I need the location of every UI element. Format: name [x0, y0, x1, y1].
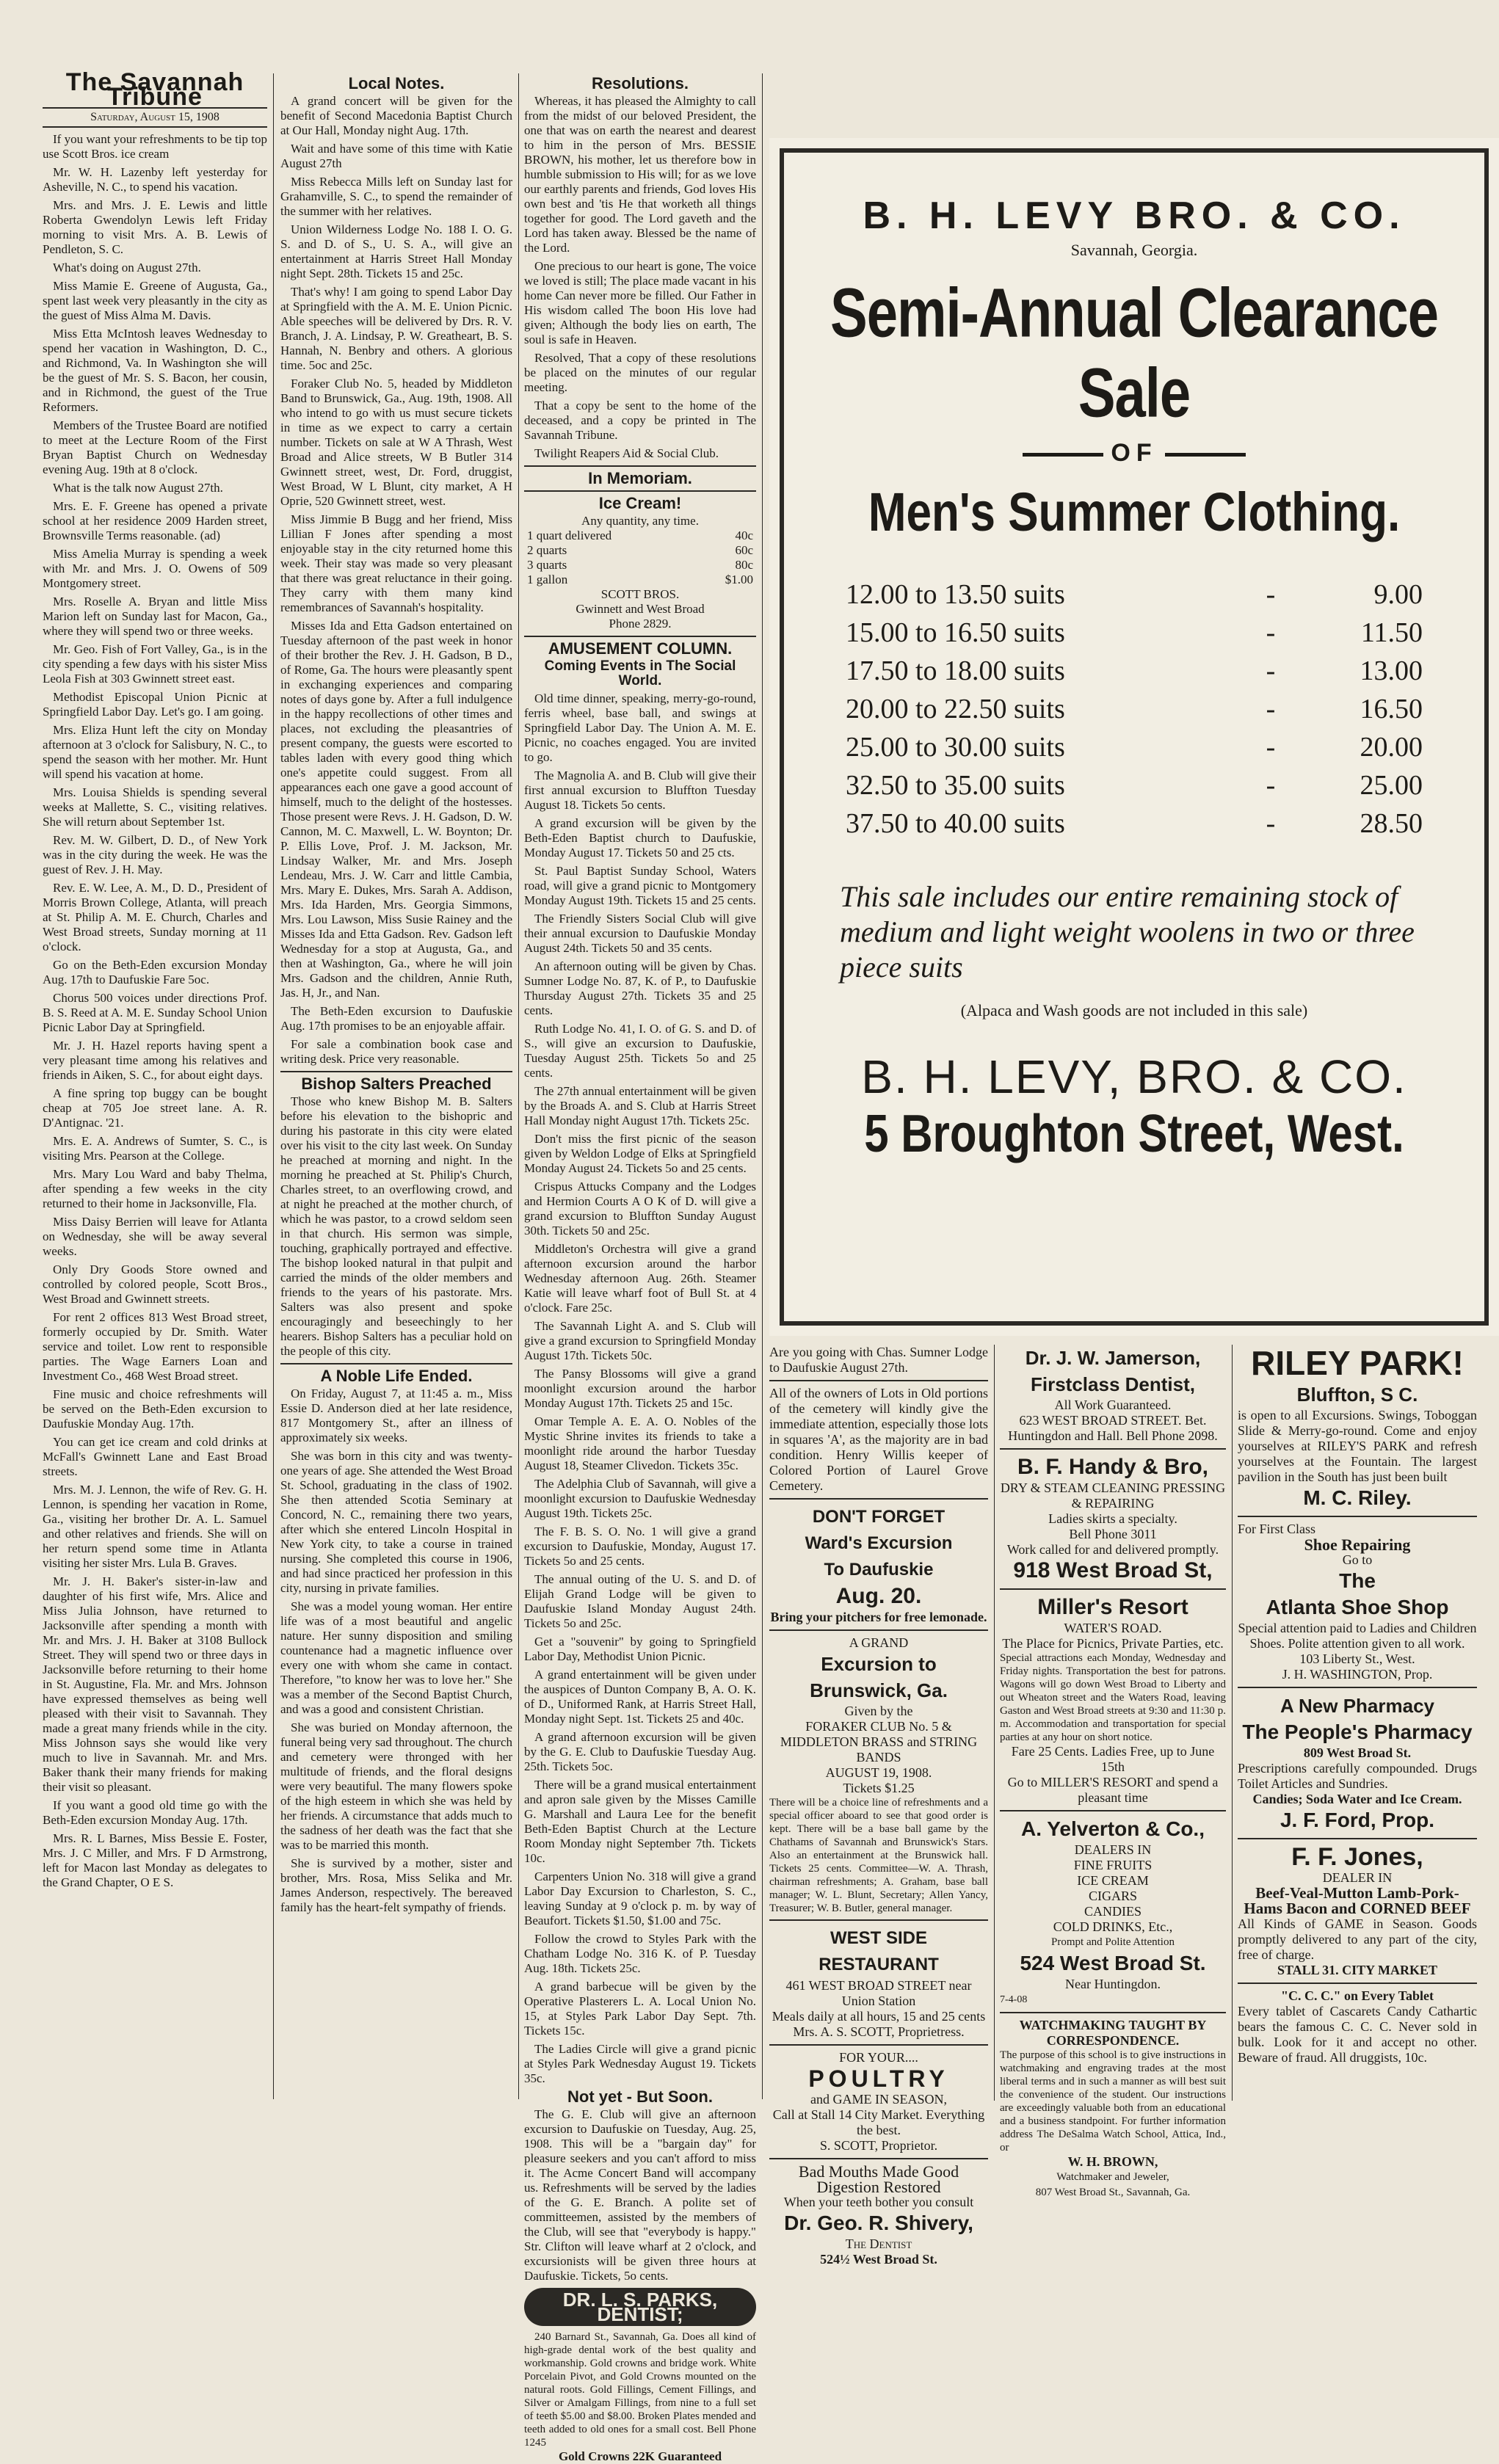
event-item: The F. B. S. O. No. 1 will give a grand excursion to Daufuskie, Monday, August 17. Tickets 5o and 25 cents.	[524, 1524, 756, 1568]
levy-old-price: 15.00 to 16.50 suits	[846, 617, 1065, 648]
levy-firm-name: B. H. LEVY BRO. & CO.	[863, 195, 1406, 237]
resolution-paragraph: That a copy be sent to the home of the deceased, and a copy be printed in The Savannah Tribune.	[524, 399, 756, 442]
ice-cream-ad	[524, 496, 756, 631]
millers-road: WATER'S ROAD.	[1064, 1621, 1162, 1635]
yelverton-near: Near Huntingdon.	[1065, 1977, 1161, 1991]
levy-price-table	[840, 575, 1429, 843]
news-item: Mr. J. H. Hazel reports having spent a very pleasant time among his relatives and friends in Aiken, S. C., for about eight days.	[43, 1039, 267, 1082]
news-item: Mr. W. H. Lazenby left yesterday for Asheville, N. C., to spend his vacation.	[43, 165, 267, 194]
a-grand: A GRAND	[849, 1635, 909, 1650]
local-note: Miss Jimmie B Bugg and her friend, Miss Lillian F Jones after spending a most enjoyable stay in the city returned home this week. Their stay was made so very pleasant that there was great reluctance in their going. They carry with them many kind remembrances of Savannah's hospitality.	[280, 512, 512, 614]
levy-city: Savannah, Georgia.	[1070, 241, 1198, 259]
levy-dash: -	[1266, 808, 1276, 839]
ice-price-row	[524, 543, 756, 558]
ice-price: 80c	[735, 558, 753, 572]
levy-dash: -	[1266, 770, 1276, 801]
levy-new-price: 28.50	[1360, 808, 1423, 839]
resolution-paragraph: Whereas, it has pleased the Almighty to call from the midst of our beloved President, the one that was on earth the nearest and dearest to him in the person of Mrs. BESSIE BROWN, his mother, let us therefore bow in humble submission to His will; for as we love our earthly parents and friends, God loves His own best and 'tis He that worketh all things together for good. The Lord gaveth and the Lord has taken away. Blessed be the name of the Lord.	[524, 94, 756, 255]
bishop-heading: Bishop Salters Preached	[301, 1075, 492, 1093]
news-item: Only Dry Goods Store owned and controlled by colored people, Scott Bros., West Broad and Gwinnett streets.	[43, 1262, 267, 1306]
brunswick-text: There will be a choice line of refreshments and a special officer aboard to see that good order is kept. There will be a base ball game by the Chathams of Savannah and Brunswick's Stars. Also an entertainment at the Brunswick hall. Tickets 25 cents. Committee—W. A. Thrash, chairman refreshments; A. Graham, base ball manager; W. L. Blunt, Secretary; Allen Yancy, Treasurer; W. B. Butler, general manager.	[769, 1797, 988, 1914]
yelverton-addr: 524 West Broad St.	[1020, 1952, 1206, 1974]
parks-dentist-banner: DR. L. S. PARKS, DENTIST;	[524, 2288, 756, 2326]
ice-cream-heading: Ice Cream!	[598, 494, 682, 512]
event-item: A grand barbecue will be given by the Operative Plasterers L. A. Local Union No. 15, at Styles Park Labor Day Sept. 7th. Tickets 15c.	[524, 1980, 756, 2038]
millers-place: The Place for Picnics, Private Parties, etc.	[1002, 1636, 1224, 1651]
levy-of: OF	[825, 439, 1443, 468]
candies: Candies; Soda Water and Ice Cream.	[1252, 1792, 1462, 1806]
ice-qty: 3 quarts	[527, 558, 567, 572]
news-item: You can get ice cream and cold drinks at McFall's Gwinnett Lane and East Broad streets.	[43, 1435, 267, 1478]
parks-dentist-foot: Gold Crowns 22K Guaranteed	[558, 2449, 722, 2463]
ice-price: $1.00	[725, 573, 753, 586]
column-rule	[1232, 1345, 1233, 2101]
excursion-tickets: Tickets $1.25	[843, 1781, 915, 1795]
news-item: If you want a good old time go with the Beth-Eden excursion Monday Aug. 17th.	[43, 1798, 267, 1827]
event-item: The Ladies Circle will give a grand picnic at Styles Park Wednesday August 19. Tickets 35c.	[524, 2042, 756, 2085]
local-notes-body	[280, 94, 512, 1066]
foraker: FORAKER CLUB No. 5 & MIDDLETON BRASS and STRING BANDS	[780, 1719, 978, 1765]
levy-new-price: 9.00	[1373, 579, 1423, 610]
levy-dash: -	[1266, 732, 1276, 763]
ice-cream-addr: Gwinnett and West Broad	[576, 602, 705, 616]
event-item: The Pansy Blossoms will give a grand moonlight excursion around the harbor Monday August 17th. Tickets 25 and 15c.	[524, 1367, 756, 1410]
event-item: A grand entertainment will be given under the auspices of Dunton Company B, A. O. K. of D., Uniformed Rank, at Harris Street Hall, Monday night Sept. 1st. Tickets 25 and 40c.	[524, 1668, 756, 1726]
divider	[1238, 1516, 1477, 1517]
levy-old-price: 17.50 to 18.00 suits	[846, 655, 1065, 686]
levy-price-row	[840, 690, 1429, 728]
news-item: Mrs. E. A. Andrews of Sumter, S. C., is visiting Mrs. Pearson at the College.	[43, 1134, 267, 1163]
jones-items: Beef-Veal-Mutton Lamb-Pork-Hams Bacon and CORNED BEEF	[1244, 1884, 1471, 1917]
levy-price-row	[840, 728, 1429, 766]
ad-column-6	[1238, 1345, 1477, 2108]
event-item: A grand afternoon excursion will be given by the G. E. Club to Daufuskie Tuesday Aug. 25th. Tickets 5oc.	[524, 1730, 756, 1773]
levy-price-row	[840, 614, 1429, 652]
wards-excursion: Ward's Excursion	[805, 1533, 953, 1553]
local-note: That's why! I am going to spend Labor Day at Springfield with the A. M. E. Union Picnic. Able speeches will be delivered by Drs. R. V. Branch, J. A. Lindsay, P. W. Greatheart, B. S. Hannah, N. Benbry and others. A glorious time. 5oc and 25c.	[280, 285, 512, 372]
shoe-repairing: Shoe Repairing	[1304, 1536, 1411, 1554]
levy-exclusion: (Alpaca and Wash goods are not included in this sale)	[960, 1001, 1308, 1020]
ice-price: 40c	[735, 528, 753, 542]
brunswick-excursion: Excursion to Brunswick, Ga.	[810, 1653, 948, 1701]
watch-sig: Watchmaker and Jeweler,	[1056, 2171, 1169, 2183]
divider	[769, 1498, 988, 1500]
news-item: A fine spring top buggy can be bought cheap at 705 Joe street lane. A. R. D'Antignac. '21.	[43, 1086, 267, 1130]
firstclass-dentist: Firstclass Dentist,	[1031, 1373, 1195, 1395]
ice-cream-sub: Any quantity, any time.	[581, 514, 699, 528]
levy-sale-title: Semi-Annual Clearance Sale	[830, 274, 1438, 432]
jamerson-name: Dr. J. W. Jamerson,	[1025, 1347, 1201, 1369]
local-note: Miss Rebecca Mills left on Sunday last for Grahamville, S. C., to spend the remainder of the summer with her relatives.	[280, 175, 512, 218]
ice-qty: 1 quart delivered	[527, 528, 612, 542]
poultry-3: and GAME IN SEASON,	[810, 2092, 947, 2107]
handy-phone: Bell Phone 3011	[1069, 1527, 1157, 1541]
local-note: The Beth-Eden excursion to Daufuskie Aug. 17th promises to be an enjoyable affair.	[280, 1004, 512, 1033]
event-item: An afternoon outing will be given by Chas. Sumner Lodge No. 87, K. of P., to Daufuskie Thursday August 27th. Tickets 35 and 25 cents.	[524, 959, 756, 1017]
yelverton-item: COLD DRINKS, Etc.,	[1053, 1919, 1173, 1934]
yelverton-name: A. Yelverton & Co.,	[1021, 1817, 1205, 1840]
shoe-addr: 103 Liberty St., West.	[1299, 1651, 1415, 1666]
jones-text: All Kinds of GAME in Season. Goods promptly delivered to any part of the city, free of charge.	[1238, 1916, 1477, 1962]
news-item: Mrs. Eliza Hunt left the city on Monday afternoon at 3 o'clock for Salisbury, N. C., to spend the season with her mother. Mr. Hunt will spend his vacation at home.	[43, 723, 267, 781]
event-item: Follow the crowd to Styles Park with the Chatham Lodge No. 316 K. of P. Tuesday Aug. 18th. Tickets 25c.	[524, 1932, 756, 1975]
ice-price-row	[524, 528, 756, 543]
teeth-bother: When your teeth bother you consult	[783, 2195, 974, 2209]
divider	[524, 465, 756, 467]
news-item: Miss Mamie E. Greene of Augusta, Ga., spent last week very pleasantly in the city as the guest of Miss Alma M. Davis.	[43, 279, 267, 322]
news-item: Mr. J. H. Baker's sister-in-law and daughter of his first wife, Mrs. Alice and Miss Julia Johnson, have returned to Jacksonville after spending a month with Mr. and Mrs. J. H. Baker at 3108 Bullock Street. They will spend two or three days in Jacksonville before returning to their home in St. Augustine, Fla. Mr. and Mrs. Johnson have expressed themselves as being well pleased with their visit to Savannah. They made a great many friends while in the city. Miss Johnson says she would like very much to live in Savannah. Mr. and Mrs. Baker thank their many friends for making their visit so pleasant.	[43, 1574, 267, 1794]
event-item: The annual outing of the U. S. and D. of Elijah Grand Lodge will be given to Daufuskie Island Monday August 24th. Tickets 5o and 25c.	[524, 1572, 756, 1630]
coming-events-body	[524, 691, 756, 2086]
yelverton-dealers: DEALERS IN	[1074, 1842, 1152, 1857]
ice-cream-prices	[524, 528, 756, 587]
levy-dash: -	[1266, 617, 1276, 648]
divider	[1000, 1810, 1226, 1811]
jones-stall: STALL 31. CITY MARKET	[1277, 1963, 1438, 1977]
news-item: Fine music and choice refreshments will be served on the Beth-Eden excursion to Daufuskie Monday Aug. 17th.	[43, 1387, 267, 1431]
levy-old-price: 12.00 to 13.50 suits	[846, 579, 1065, 610]
divider	[524, 636, 756, 637]
bluffton: Bluffton, S C.	[1296, 1384, 1418, 1406]
divider	[769, 1629, 988, 1631]
news-item: Mrs. R. L Barnes, Miss Bessie E. Foster, Mrs. J. C Miller, and Mrs. F D Armstrong, left for Macon last Monday as delegates to the Grand Chapter, O E S.	[43, 1831, 267, 1889]
obituary-paragraph: She was buried on Monday afternoon, the funeral being very sad throughout. The church and cemetery were thronged with her multitude of friends, and the floral designs were very beautiful. The many flowers spoke of the high esteem in which she was held by her friends. A circumstance that adds much to the sadness of her death was the fact that she was to be married this month.	[280, 1720, 512, 1852]
yelverton-item: FINE FRUITS	[1073, 1858, 1153, 1872]
column-rule	[994, 1345, 995, 2101]
ws-meals: Meals daily at all hours, 15 and 25 cents	[772, 2009, 986, 2024]
column-2	[280, 73, 512, 2099]
levy-new-price: 16.50	[1360, 694, 1423, 724]
event-item: The 27th annual entertainment will be given by the Broads A. and S. Club at Harris Street Hall Monday night August 17th. Tickets 25c.	[524, 1084, 756, 1127]
resolutions-body	[524, 94, 756, 461]
shoe-text: Special attention paid to Ladies and Children Shoes. Polite attention given to all work.	[1238, 1621, 1477, 1651]
event-item: The Savannah Light A. and S. Club will give a grand excursion to Springfield Monday August 17th. Tickets 50c.	[524, 1319, 756, 1362]
divider	[280, 1363, 512, 1364]
poultry-2: POULTRY	[808, 2065, 949, 2092]
resolution-paragraph: Twilight Reapers Aid & Social Club.	[534, 446, 719, 460]
divider	[1238, 1983, 1477, 1984]
news-item: Mrs. and Mrs. J. E. Lewis and little Roberta Gwendolyn Lewis left Friday morning to visit Mrs. A. B. Lewis of Pendleton, S. C.	[43, 198, 267, 256]
levy-old-price: 25.00 to 30.00 suits	[846, 732, 1065, 763]
yelverton-item: CANDIES	[1084, 1904, 1142, 1919]
ws-prop: Mrs. A. S. SCOTT, Proprietress.	[793, 2024, 965, 2039]
dateline: Saturday, August 15, 1908	[43, 107, 267, 128]
column-1	[43, 68, 267, 2101]
levy-signature: B. H. LEVY, BRO. & CO.	[861, 1050, 1407, 1103]
millers-resort: Miller's Resort	[1037, 1595, 1188, 1619]
yelverton-code: 7-4-08	[1000, 1994, 1028, 2005]
event-item: A grand excursion will be given by the Beth-Eden Baptist church to Daufuskie, Monday August 17. Tickets 50 and 25 cts.	[524, 816, 756, 860]
divider	[769, 1919, 988, 1921]
noble-life-heading: A Noble Life Ended.	[320, 1367, 473, 1385]
event-item: Crispus Attucks Company and the Lodges and Hermion Courts A O K of D. will give a grand excursion to Bluffton Sunday August 30th. Tickets 50 and 25c.	[524, 1180, 756, 1238]
handy-text: DRY & STEAM CLEANING PRESSING & REPAIRING	[1000, 1480, 1226, 1511]
local-note: Wait and have some of this time with Katie August 27th	[280, 142, 512, 170]
column-rule	[273, 73, 274, 2099]
ws-addr: 461 WEST BROAD STREET near Union Station	[785, 1978, 972, 2008]
local-notes-heading: Local Notes.	[348, 74, 445, 92]
not-yet-paragraph: The G. E. Club will give an afternoon excursion to Daufuskie on Tuesday, Aug. 25, 1908. This will be a "bargain day" for pleasure seekers and you can't afford to miss it. The Acme Concert Band will accompany us. Refreshments will be served by the ladies of the G. E. Branch. A polite set of committeemen, assisted by the members of the Club, will see that "everybody is happy." Str. Clifton will leave wharf at 2 o'clock, and excursionists will be given three hours at Daufuskie. Tickets, 5o cents.	[524, 2107, 756, 2283]
obituary-paragraph: She is survived by a mother, sister and brother, Mrs. Rosa, Miss Selika and Mr. James Anderson, respectively. The bereaved family has the heart-felt sympathy of friends.	[280, 1856, 512, 1914]
handy-work: Work called for and delivered promptly.	[1006, 1542, 1219, 1557]
watch-text: The purpose of this school is to give instructions in watchmaking and engraving trades at the most liberal terms and in such a manner as will best suit the convenience of the student. Our instructions are exceedingly valuable both from an educational and a business standpoint. For further information address The DeSalma Watch School, Attica, Ind., or	[1000, 2049, 1226, 2154]
lemonade: Bring your pitchers for free lemonade.	[770, 1610, 987, 1624]
pharmacy-text: Prescriptions carefully compounded. Drugs Toilet Articles and Sundries.	[1238, 1761, 1477, 1791]
levy-address: 5 Broughton Street, West.	[864, 1104, 1404, 1163]
divider	[1000, 2012, 1226, 2013]
jamerson-addr: 623 WEST BROAD STREET. Bet. Huntingdon and Hall. Bell Phone 2098.	[1008, 1413, 1218, 1443]
pharmacy-addr: 809 West Broad St.	[1303, 1745, 1412, 1760]
shivery-name: Dr. Geo. R. Shivery,	[784, 2212, 973, 2234]
levy-old-price: 32.50 to 35.00 suits	[846, 770, 1065, 801]
resolution-paragraph: Resolved, That a copy of these resolutions be placed on the minutes of our regular meeting.	[524, 351, 756, 394]
cemetery-notice: All of the owners of Lots in Old portions of the cemetery will kindly give the immediate attention, especially those lots in squares 'A', as the majority are in bad condition. Henry Willis keeper of Colored Portion of Laurel Grove Cemetery.	[769, 1386, 988, 1493]
news-item: Chorus 500 voices under directions Prof. B. S. Reed at A. M. E. Sunday School Union Picnic Labor Day at Springfield.	[43, 991, 267, 1034]
event-item: Old time dinner, speaking, merry-go-round, ferris wheel, base ball, and swings at Springfield Labor Day. The Union A. M. E. Picnic, no coaches engaged. You are invited to go.	[524, 691, 756, 764]
amusement-heading: AMUSEMENT COLUMN.	[548, 639, 733, 658]
watch-name: W. H. BROWN,	[1067, 2154, 1158, 2169]
divider	[1000, 1588, 1226, 1590]
event-item: Ruth Lodge No. 41, I. O. of G. S. and D. of S., will give an excursion to Daufuskie, Tuesday August 25th. Tickets 5o and 25 cents.	[524, 1022, 756, 1080]
digestion: Digestion Restored	[816, 2178, 941, 2196]
local-note: A grand concert will be given for the benefit of Second Macedonia Baptist Church at Our Hall, Monday night Aug. 17th.	[280, 94, 512, 137]
excursion-date: AUGUST 19, 1908.	[825, 1765, 932, 1780]
event-item: Middleton's Orchestra will give a grand afternoon excursion around the harbor Wednesday afternoon Aug. 26th. Steamer Katie will leave wharf foot of Bull St. at 4 o'clock. Fare 25c.	[524, 1242, 756, 1315]
ice-qty: 2 quarts	[527, 543, 567, 557]
ice-qty: 1 gallon	[527, 573, 568, 586]
obituary-paragraph: She was a model young woman. Her entire life was of a most beautiful and angelic nature. Her sunny disposition and smiling countenance had a magnetic influence over every one with whom she came in contact. Therefore, "to know her was to love her." She was a member of the Second Baptist Church, and was a good and consistent Christian.	[280, 1599, 512, 1716]
local-note: For sale a combination book case and writing desk. Price very reasonable.	[280, 1037, 512, 1066]
shoe-prop: J. H. WASHINGTON, Prop.	[1282, 1667, 1433, 1682]
divider	[280, 1071, 512, 1072]
riley-sig: M. C. Riley.	[1303, 1486, 1412, 1509]
divider	[1000, 1448, 1226, 1450]
dont-forget: DON'T FORGET	[812, 1507, 946, 1527]
levy-new-price: 13.00	[1360, 655, 1423, 686]
column-rule	[518, 73, 519, 2099]
event-item: Carpenters Union No. 318 will give a grand Labor Day Excursion to Charleston, S. C., leaving Sunday at 9 o'clock p. m. by way of Beaufort. Tickets $1.50, $1.00 and 75c.	[524, 1869, 756, 1927]
poultry-4: Call at Stall 14 City Market. Everything the best.	[772, 2107, 985, 2137]
jamerson-guaranteed: All Work Guaranteed.	[1054, 1398, 1172, 1412]
noble-life-body	[280, 1387, 512, 1915]
event-item: Don't miss the first picnic of the season given by Weldon Lodge of Elks at Springfield Monday August 24. Tickets 5o and 25 cents.	[524, 1132, 756, 1175]
shoe-the: The	[1339, 1569, 1376, 1592]
news-item: Mrs. M. J. Lennon, the wife of Rev. G. H. Lennon, is spending her vacation in Rome, Ga., visiting her brother Dr. A. L. Samuel and other relatives and friends. She will on her return spend some time in Atlanta visiting her sister Mrs. Lula B. Graves.	[43, 1483, 267, 1570]
poultry-5: S. SCOTT, Proprietor.	[819, 2138, 938, 2153]
news-item: Rev. E. W. Lee, A. M., D. D., President of Morris Brown College, Atlanta, will preach at St. Philip A. M. E. Church, Charles and West Broad streets, Sunday morning at 11 o'clock.	[43, 881, 267, 953]
ice-price-row	[524, 573, 756, 587]
jones-name: F. F. Jones,	[1291, 1843, 1423, 1871]
news-item: What is the talk now August 27th.	[53, 481, 223, 495]
coming-events-heading: Coming Events in The Social World.	[544, 658, 736, 688]
levy-sale-ad	[769, 138, 1499, 1336]
news-item: For rent 2 offices 813 West Broad street, formerly occupied by Dr. Smith. Water service and toilet. Low rent to responsible parties. The Wage Earners Loan and Investment Co., 468 West Broad street.	[43, 1310, 267, 1383]
bishop-paragraph: Those who knew Bishop M. B. Salters before his elevation to the bishopric and during his pastorate in this city were elated over his visit to the city last week. On Sunday he preached at morning and night. In the morning he preached at St. Philip's Church, Charles street, to an overflowing crowd, and at night he preached at the mother church, of which he was pastor, to a crowd seldom seen in that church. His sermon was simple, touching, graphically portrayed and effective. The bishop looked natural in that pulpit and carried the minds of the older members and friends to the years of his pastorate. Mrs. Salters was also present and spoke encouragingly and beseechingly to her hearers. Bishop Salters has a peculiar hold on the people of this city.	[280, 1094, 512, 1358]
ice-price: 60c	[735, 543, 753, 557]
watch-addr: 807 West Broad St., Savannah, Ga.	[1035, 2187, 1191, 2198]
millers-go: Go to MILLER'S RESORT and spend a pleasant time	[1007, 1775, 1219, 1805]
watch-title: WATCHMAKING TAUGHT BY CORRESPONDENCE.	[1019, 2018, 1207, 2048]
levy-old-price: 37.50 to 40.00 suits	[846, 808, 1065, 839]
local-note: Foraker Club No. 5, headed by Middleton Band to Brunswick, Ga., Aug. 19th, 1908. All who intend to go with us must secure tickets in time as we expect to carry a certain number. Tickets on sale at W A Thrash, West Broad and Alice streets, W B Butler 314 Gwinnett street, west, Dr. Ford, druggist, West Broad, W L Blunt, city market, A H Oprie, 520 Gwinnett street, west.	[280, 377, 512, 508]
levy-dash: -	[1266, 579, 1276, 610]
given-by: Given by the	[844, 1704, 913, 1718]
levy-new-price: 20.00	[1360, 732, 1423, 763]
parks-dentist-text: 240 Barnard St., Savannah, Ga. Does all kind of high-grade dental work of the best quality and workmanship. Gold crowns and bridge work. White Porcelain Pivot, and Gold Crowns mounted on the natural roots. Gold Fillings, Cement Fillings, and Silver or Amalgam Fillings, from nine to a full set of teeth $5.00 and $8.00. Broken Plates mended and teeth added to old ones for a small cost. Bell Phone 1245	[524, 2331, 756, 2449]
jones-dealer: DEALER IN	[1322, 1870, 1393, 1885]
not-yet-body	[524, 2107, 756, 2283]
column-3	[524, 73, 756, 2463]
peoples-pharmacy: The People's Pharmacy	[1242, 1720, 1473, 1743]
new-pharmacy: A New Pharmacy	[1280, 1695, 1435, 1717]
masthead: The Savannah Tribune	[65, 68, 244, 111]
event-item: The Adelphia Club of Savannah, will give a moonlight excursion to Daufuskie Wednesday August 19th. Tickets 25c.	[524, 1477, 756, 1520]
ice-price-row	[524, 558, 756, 573]
news-item: If you want your refreshments to be tip top use Scott Bros. ice cream	[43, 132, 267, 161]
millers-fare: Fare 25 Cents. Ladies Free, up to June 15th	[1011, 1744, 1215, 1774]
divider	[1238, 1838, 1477, 1839]
levy-price-row	[840, 575, 1429, 614]
news-item: Miss Daisy Berrien will leave for Atlanta on Wednesday, she will be away several weeks.	[43, 1215, 267, 1258]
levy-new-price: 11.50	[1360, 617, 1423, 648]
event-item: The Friendly Sisters Social Club will give their annual excursion to Daufuskie Monday August 24th. Tickets 50 and 35 cents.	[524, 912, 756, 955]
yelverton-item: ICE CREAM	[1077, 1873, 1149, 1888]
handy-addr: 918 West Broad St,	[1013, 1558, 1213, 1582]
column-rule	[762, 73, 763, 2099]
levy-price-row	[840, 766, 1429, 804]
ad-column-5	[1000, 1345, 1226, 2198]
handy-name: B. F. Handy & Bro,	[1017, 1455, 1209, 1479]
westside-restaurant: WEST SIDE RESTAURANT	[819, 1928, 939, 1974]
news-item: Mrs. Louisa Shields is spending several weeks at Mallette, S. C., visiting relatives. She will return about September 1st.	[43, 785, 267, 829]
levy-dash: -	[1266, 694, 1276, 724]
riley-text: is open to all Excursions. Swings, Toboggan Slide & Merry-go-round. Come and enjoy yourselves at RILEY'S PARK and refresh yourselves at the Fountain. The largest pavilion in the South has just been built	[1238, 1408, 1477, 1484]
event-item: St. Paul Baptist Sunday School, Waters road, will give a grand picnic to Montgomery Monday August 19th. Tickets 15 and 25 cents.	[524, 864, 756, 907]
levy-new-price: 25.00	[1360, 770, 1423, 801]
shoe-goto: Go to	[1342, 1552, 1373, 1567]
divider	[769, 1380, 988, 1381]
news-item: Mr. Geo. Fish of Fort Valley, Ga., is in the city spending a few days with his sister Miss Leola Fish at 303 Gwinnett street east.	[43, 642, 267, 686]
event-item: Get a "souvenir" by going to Springfield Labor Day, Methodist Union Picnic.	[524, 1635, 756, 1663]
memoriam-heading: In Memoriam.	[588, 469, 692, 487]
news-item: Mrs. Mary Lou Ward and baby Thelma, after spending a few weeks in the city returned to their home in Jacksonville, Fla.	[43, 1167, 267, 1210]
levy-dash: -	[1266, 655, 1276, 686]
news-item: Miss Etta McIntosh leaves Wednesday to spend her vacation in Washington, D. C., and Richmond, Va. In Washington she will be the guest of Mr. S. S. Bacon, her cousin, and in Richmond, the guest of the True Reformers.	[43, 327, 267, 414]
bad-mouths: Bad Mouths Made Good	[798, 2162, 959, 2181]
levy-note: This sale includes our entire remaining stock of medium and light weight woolens in two or three piece suits	[840, 880, 1415, 984]
event-item: Omar Temple A. E. A. O. Nobles of the Mystic Shrine invites its friends to take a moonlight ride around the harbor Tuesday August 18, Steamer Clivedon. Tickets 35c.	[524, 1414, 756, 1472]
obituary-paragraph: She was born in this city and was twenty-one years of age. She attended the West Broad St. School, graduating in the class of 1902. She then attended Scotia Seminary at Concord, N. C., remaining there two years, after which she entered Lincoln Hospital in New York city, to take a course in trained nursing. She completed this course in 1906, and had since practiced her profession in this city, nursing in private families.	[280, 1449, 512, 1595]
handy-ladies: Ladies skirts a specialty.	[1048, 1511, 1177, 1526]
not-yet-heading: Not yet - But Soon.	[567, 2087, 713, 2106]
ccc-title: "C. C. C." on Every Tablet	[1280, 1988, 1434, 2003]
ford-prop: J. F. Ford, Prop.	[1280, 1809, 1434, 1831]
levy-price-row	[840, 652, 1429, 690]
ccc-text: Every tablet of Cascarets Candy Cathartic bears the famous C. C. C. Never sold in bulk. Look for it and accept no other. Beware of fraud. All druggists, 10c.	[1238, 2004, 1477, 2065]
riley-park: RILEY PARK!	[1251, 1344, 1464, 1382]
to-daufuskie: To Daufuskie	[824, 1560, 934, 1580]
news-item: Methodist Episcopal Union Picnic at Springfield Labor Day. Let's go. I am going.	[43, 690, 267, 719]
news-item: Go on the Beth-Eden excursion Monday Aug. 17th to Daufuskie Fare 5oc.	[43, 958, 267, 986]
poultry-1: FOR YOUR....	[839, 2050, 918, 2065]
shoe-name: Atlanta Shoe Shop	[1266, 1596, 1449, 1618]
yelverton-item: CIGARS	[1088, 1889, 1137, 1903]
yelverton-items	[1000, 1858, 1226, 1935]
news-item: What's doing on August 27th.	[53, 261, 201, 275]
shivery-dentist: The Dentist	[845, 2236, 912, 2251]
event-item: There will be a grand musical entertainment and apron sale given by the Misses Camille G. Marshall and Laura Lee for the benefit Beth-Eden Baptist Church at the Lecture Room Monday night September 7th. Tickets 10c.	[524, 1778, 756, 1865]
news-item: Mrs. E. F. Greene has opened a private school at her residence 2009 Harden street, Brownsville Terms reasonable. (ad)	[43, 499, 267, 542]
news-item: Members of the Trustee Board are notified to meet at the Lecture Room of the First Bryan Baptist Church on Wednesday evening Aug. 19th at 8 o'clock.	[43, 418, 267, 476]
levy-subtitle: Men's Summer Clothing.	[868, 482, 1401, 543]
event-item: The Magnolia A. and B. Club will give their first annual excursion to Bluffton Tuesday August 18. Tickets 5o cents.	[524, 768, 756, 812]
news-item: Mrs. Roselle A. Bryan and little Miss Marion left on Sunday last for Macon, Ga., where they will spend two or three weeks.	[43, 595, 267, 638]
col1-notes	[43, 132, 267, 1890]
ward-date: Aug. 20.	[835, 1584, 922, 1608]
local-note: Union Wilderness Lodge No. 188 I. O. G. S. and D. of S., U. S. A., will give an entertainment at Harris Street Hall Monday night Sept. 28th. Tickets 15 and 25c.	[280, 222, 512, 280]
news-item: Miss Amelia Murray is spending a week with Mr. and Mrs. J. O. Owens of 509 Montgomery street.	[43, 547, 267, 590]
obituary-paragraph: On Friday, August 7, at 11:45 a. m., Miss Essie D. Anderson died at her late residence, 817 Montgomery St., after an illness of approximately six weeks.	[280, 1387, 512, 1444]
ice-cream-sig: SCOTT BROS.	[600, 587, 680, 601]
divider	[1238, 1687, 1477, 1688]
levy-old-price: 20.00 to 22.50 suits	[846, 694, 1065, 724]
sumner-notice: Are you going with Chas. Sumner Lodge to Daufuskie August 27th.	[769, 1345, 988, 1375]
resolutions-heading: Resolutions.	[591, 74, 689, 92]
shivery-addr: 524½ West Broad St.	[820, 2252, 937, 2267]
shoe-first: For First Class	[1238, 1522, 1316, 1536]
ice-cream-phone: Phone 2829.	[609, 617, 672, 630]
local-note: Misses Ida and Etta Gadson entertained on Tuesday afternoon of the past week in honor of their brother the Rev. J. H. Gadson, B D., of Rome, Ga. The hours were pleasantly spent in exchanging experiences and comparing notes of days gone by. After a full indulgence in the happy recollections of other times and places, not excluding the pleasantries of present company, the guests were escorted to tables laden with every good thing which one's appetite could suggest. From all appearances each one gave a good account of himself, much to the delight of the hostesses. Those present were Revs. J. H. Gadson, D. W. Cannon, M. C. Maxwell, L. W. Boynton; Dr. P. Ellis Love, Prof. J. M. Jackson, Mr. Lindsay Walker, Mr. and Mrs. Joseph Lendeau, Mrs. J. W. Carr and little Cambia, Mrs. Mary E. Dukes, Mrs. Sarah A. Addison, Mrs. Ida Harden, Mrs. Georgia Simmons, Mrs. Lou Lawson, Miss Susie Rainey and the Misses Ida and Etta Gadson. Rev. Gadson left Wednesday for a stop at Augusta, Ga., and then at Washington, Ga., where he will join Mrs. Gadson and the children, Annie Ruth, Jas. H, Jr., and Nan.	[280, 619, 512, 1000]
levy-price-row	[840, 804, 1429, 843]
yelverton-prompt: Prompt and Polite Attention	[1051, 1936, 1175, 1948]
ad-column-4	[769, 1345, 988, 2267]
divider	[769, 2158, 988, 2159]
divider	[524, 490, 756, 492]
bishop-body	[280, 1094, 512, 1359]
news-item: Rev. M. W. Gilbert, D. D., of New York was in the city during the week. He was the guest of Rev. J. H. May.	[43, 833, 267, 876]
divider	[769, 2044, 988, 2046]
millers-text: Special attractions each Monday, Wednesday and Friday nights. Transportation the best for patrons. Wagons will go down West Broad to Liberty and out Wheaton street and the Waters Road, leaving Gaston and West Broad streets at 9:30 and 11:30 p. m. Accommodation and transportation for special parties at any hour on short notice.	[1000, 1652, 1226, 1743]
resolution-paragraph: One precious to our heart is gone, The voice we loved is still; The place made vacant in his home Can never more be filled. Our Father in His wisdom called The boon His love had given; Although the body lies on earth, The soul is safe in Heaven.	[524, 259, 756, 346]
